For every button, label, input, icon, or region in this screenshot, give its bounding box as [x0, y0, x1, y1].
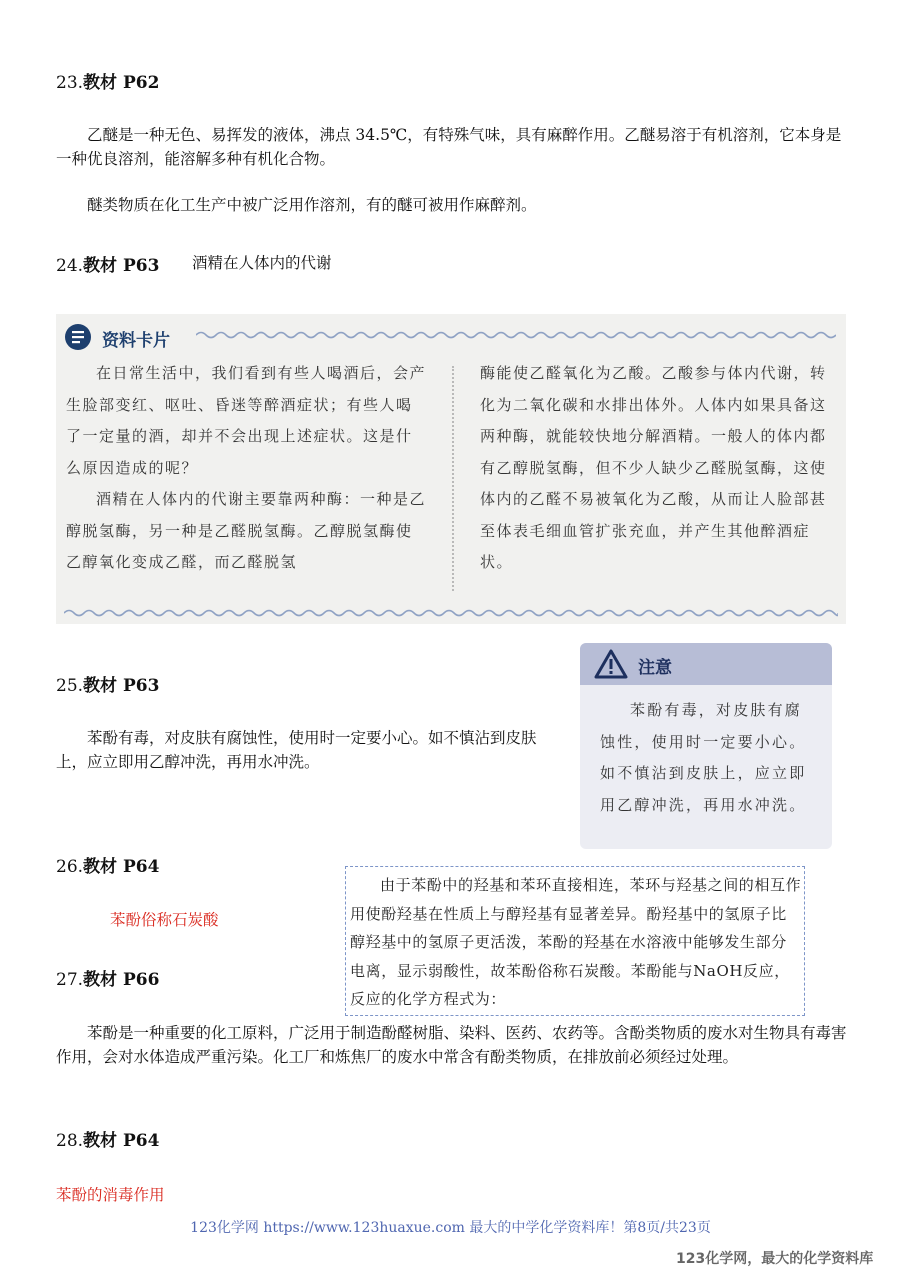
excerpt-text: 由于苯酚中的羟基和苯环直接相连，苯环与羟基之间的相互作用使酚羟基在性质上与醇羟基有显著差异。酚羟基中的氢原子比醇羟基中的氢原子更活泼，苯酚的羟基在水溶液中能够发生部分电离，显示弱酸性，故苯酚俗称石炭酸。苯酚能与NaOH反应，反应的化学方程式为：: [350, 876, 802, 1008]
heading-28: 28.教材 P64: [56, 1131, 160, 1151]
red-note-28: 苯酚的消毒作用: [56, 1186, 165, 1204]
heading-27: 27.教材 P66: [56, 970, 160, 990]
paragraph-23-2: 醚类物质在化工生产中被广泛用作溶剂，有的醚可被用作麻醉剂。: [87, 196, 537, 214]
document-icon: [64, 323, 92, 351]
heading-26: 26.教材 P64: [56, 857, 160, 877]
heading-25: 25.教材 P63: [56, 676, 160, 696]
paragraph-27-1: 苯酚是一种重要的化工原料，广泛用于制造酚醛树脂、染料、医药、农药等。含酚类物质的废水对生物具有毒害作用，会对水体造成严重污染。化工厂和炼焦厂的废水中常含有酚类物质，在排放前必须经过处理。: [56, 1024, 847, 1066]
card-wave-top: [196, 328, 836, 342]
caution-box: [580, 643, 832, 849]
card-left-paragraph-1: 在日常生活中，我们看到有些人喝酒后，会产生脸部变红、呕吐、昏迷等醉酒症状；有些人喝了一定量的酒，却并不会出现上述症状。这是什么原因造成的呢？: [66, 364, 427, 477]
card-left-paragraph-2: 酒精在人体内的代谢主要靠两种酶：一种是乙醇脱氢酶，另一种是乙醛脱氢酶。乙醇脱氢酶使乙醇氧化变成乙醛，而乙醛脱氢: [66, 490, 427, 571]
textbook-excerpt: [345, 866, 805, 1016]
card-right-paragraph-1: 酶能使乙醛氧化为乙酸。乙酸参与体内代谢，转化为二氧化碳和水排出体外。人体内如果具备这两种酶，就能较快地分解酒精。一般人的体内都有乙醇脱氢酶，但不少人缺少乙醛脱氢酶，这使体内的乙醛不易被氧化为乙酸，从而让人脸部甚至体表毛细血管扩张充血，并产生其他醉酒症状。: [480, 364, 827, 571]
caution-body: 苯酚有毒，对皮肤有腐蚀性，使用时一定要小心。如不慎沾到皮肤上，应立即用乙醇冲洗，再用水冲洗。: [600, 701, 807, 814]
card-right-column: [480, 358, 840, 579]
subtitle-24: 酒精在人体内的代谢: [192, 254, 332, 272]
caution-header: [580, 643, 832, 685]
page-footer: 123化学网 https://www.123huaxue.com 最大的中学化学资料库！第8页/共23页: [190, 1220, 711, 1236]
warning-icon: [594, 649, 628, 679]
caution-title: 注意: [638, 658, 672, 678]
card-divider: [452, 366, 454, 591]
watermark: 123化学网，最大的化学资料库: [676, 1251, 874, 1267]
heading-24: 24.教材 P63: [56, 256, 160, 276]
paragraph-25-1: 苯酚有毒，对皮肤有腐蚀性，使用时一定要小心。如不慎沾到皮肤上，应立即用乙醇冲洗，再用水冲洗。: [56, 729, 537, 771]
paragraph-23-1: 乙醚是一种无色、易挥发的液体，沸点 34.5℃，有特殊气味，具有麻醉作用。乙醚易溶于有机溶剂，它本身是一种优良溶剂，能溶解多种有机化合物。: [56, 126, 842, 168]
card-wave-bottom: [64, 606, 838, 620]
heading-23: 23.教材 P62: [56, 73, 160, 93]
card-title: 资料卡片: [102, 331, 170, 351]
info-card: [56, 314, 846, 624]
card-left-column: [66, 358, 426, 579]
red-note-26: 苯酚俗称石炭酸: [110, 911, 219, 929]
